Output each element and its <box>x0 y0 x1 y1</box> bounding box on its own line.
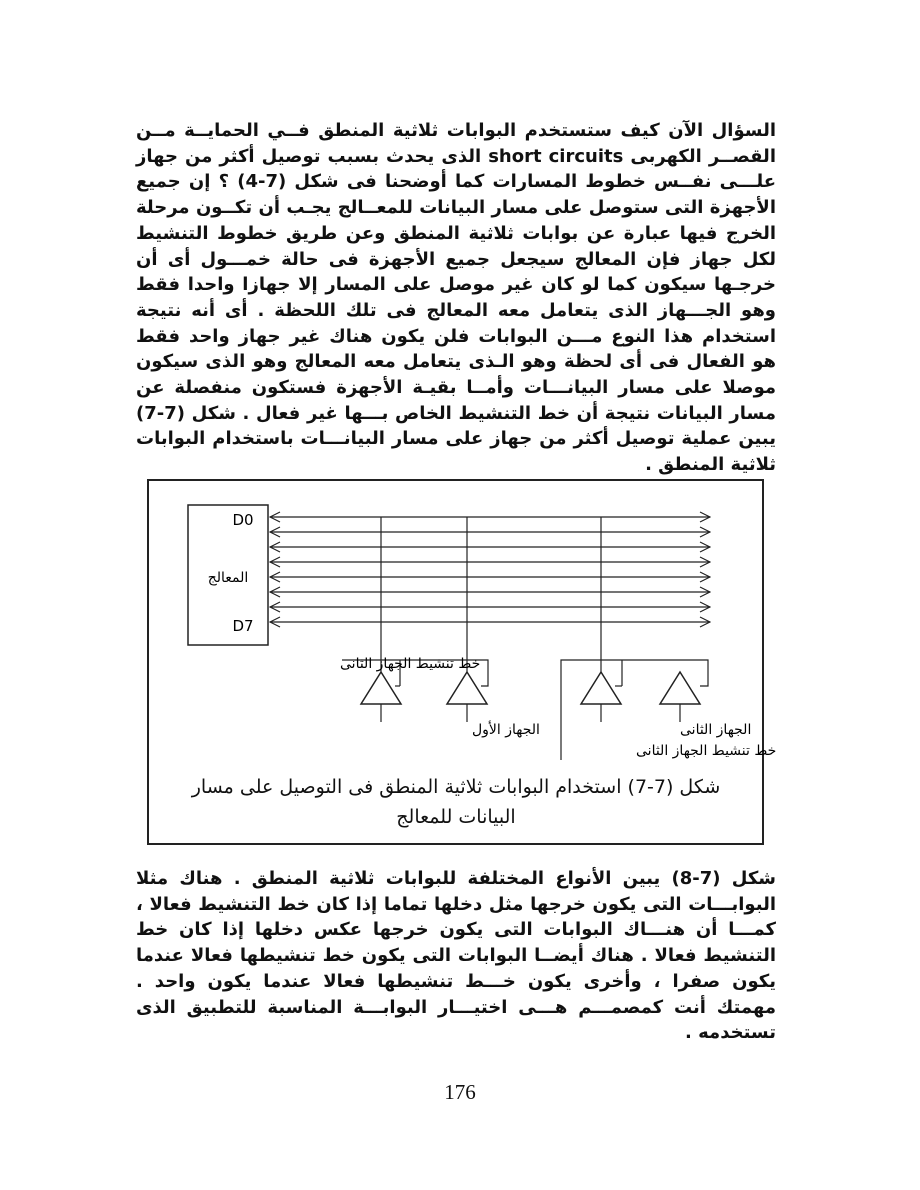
tri-state-buffers <box>361 672 700 704</box>
label-enable-line-bottom: خط تنشيط الجهاز الثانى <box>636 743 777 759</box>
bus-taps <box>381 517 601 672</box>
label-processor: المعالج <box>207 570 249 586</box>
body-paragraph-2: شكل (7-8) يبين الأنواع المختلفة للبوابات ثلاثية المنطق . هناك مثلا البوابـــات التى يكون خرجها مثل دخلها تماما إذا كان خط التنشيط فعالا ، كمـــا أن هنـــاك البوابات التى يكون خرجها عكس دخلها إذا كان خط التنشيط فعالا . هناك أيضــا البوابات التى يكون خط تنشيطها فعالا عندما يكون صفرا ، وأخرى يكون خـــط تنشيطها فعالا عندما يكون واحد . مهمتك أنت كمصمـــم هـــى اختيـــار البوابـــة المناسبة للتطبيق الذى تستخدمه . <box>136 868 776 1044</box>
label-device-first: الجهاز الأول <box>472 722 540 738</box>
label-enable-line-left: خط تنشيط الجهاز الثانى <box>340 656 481 672</box>
figure-caption: شكل (7-7) استخدام البوابات ثلاثية المنطق فى التوصيل على مسار البيانات للمعالج <box>191 776 721 828</box>
page-number: 176 <box>444 1080 476 1104</box>
buffer-gate-2 <box>447 672 487 704</box>
buffer-gate-3 <box>581 672 621 704</box>
buffer-gate-1 <box>361 672 401 704</box>
buffer-inputs <box>381 704 680 722</box>
label-d0: D0 <box>232 511 254 529</box>
label-d7: D7 <box>232 617 254 635</box>
data-bus-lines <box>270 517 710 622</box>
buffer-gate-4 <box>660 672 700 704</box>
body-paragraph-1: السؤال الآن كيف ستستخدم البوابات ثلاثية المنطق فــي الحمايــة مــن القصــر الكهربى short circuits الذى يحدث بسبب توصيل أكثر من جهاز علـــى نفــس خطوط المسارات كما أوضحنا فى شكل (7-4) ؟ إن جميع الأجهزة التى ستوصل على مسار البيانات للمعــالج يجـب أن تكــون مرحلة الخرج فيها عبارة عن بوابات ثلاثية المنطق وعن طريق خطوط التنشيط لكل جهاز فإن المعالج سيجعل جميع الأجهزة فى حالة خمـــول أى أن خرجـها سيكون كما لو كان غير موصل على المسار إلا جهازا واحدا فقط وهو الجـــهاز الذى يتعامل معه المعالج فى تلك اللحظة . أى أنه نتيجة استخدام هذا النوع مـــن البوابات فلن يكون هناك غير جهاز واحد فقط هو الفعال فى أى لحظة وهو الـذى يتعامل معه المعالج وهو الذى سيكون موصلا على مسار البيانـــات وأمــا بقيـة الأجهزة فستكون منفصلة عن مسار البيانات نتيجة أن خط التنشيط الخاص بـــها غير فعال . شكل (7-7) يبين عملية توصيل أكثر من جهاز على مسار البيانـــات باستخدام البوابات ثلاثية المنطق . <box>136 120 776 476</box>
label-device-second: الجهاز الثانى <box>680 722 752 738</box>
